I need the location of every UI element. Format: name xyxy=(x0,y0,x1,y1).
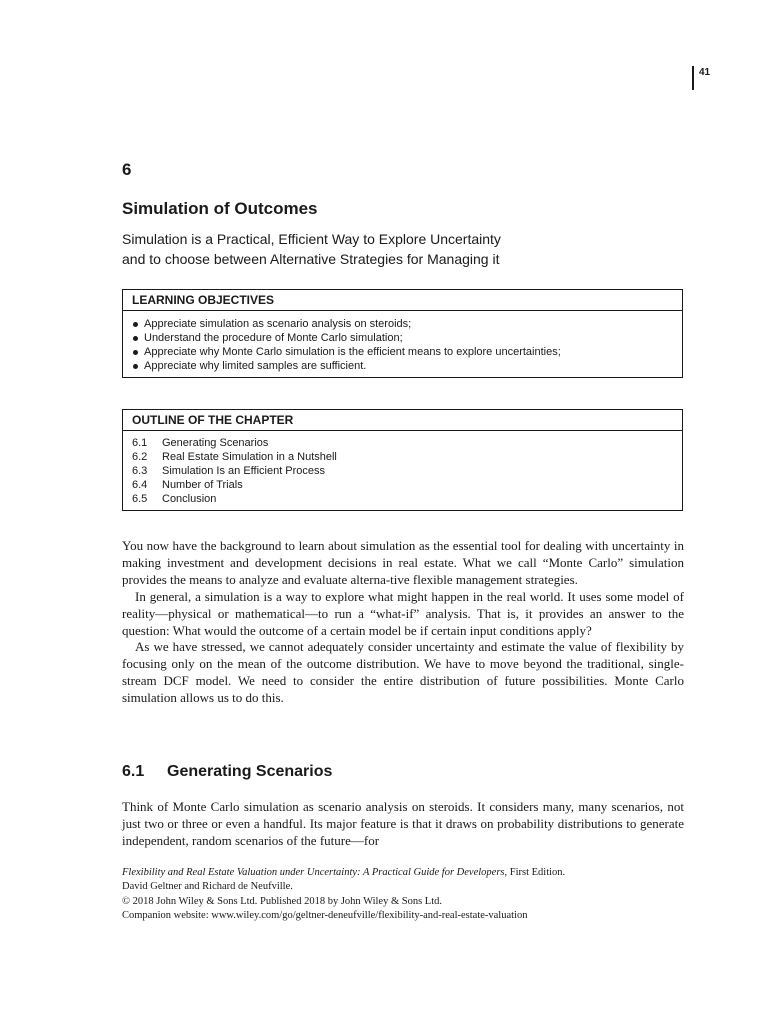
intro-text xyxy=(122,538,684,707)
outline-item xyxy=(132,492,673,506)
footer-book-title: Flexibility and Real Estate Valuation under Uncertainty: A Practical Guide for Developers xyxy=(122,867,505,878)
outline-item-title: Simulation Is an Efficient Process xyxy=(162,465,326,477)
chapter-title: Simulation of Outcomes xyxy=(122,199,318,218)
outline-item-title: Number of Trials xyxy=(162,479,243,491)
outline-item xyxy=(132,450,673,464)
section-title: Generating Scenarios xyxy=(167,763,333,780)
page-number: 41 xyxy=(699,67,711,78)
outline-item xyxy=(132,436,673,450)
footer-copyright: © 2018 John Wiley & Sons Ltd. Published 2018 by John Wiley & Sons Ltd. xyxy=(122,895,443,907)
footer-website: Companion website: www.wiley.com/go/geltner-deneufville/flexibility-and-real-estate-valuation xyxy=(122,909,528,921)
chapter-subtitle-line: and to choose between Alternative Strategies for Managing it xyxy=(122,251,500,267)
chapter-subtitle-line: Simulation is a Practical, Efficient Way to Explore Uncertainty xyxy=(122,231,501,247)
chapter-outline-box xyxy=(122,409,683,511)
outline-item-title: Real Estate Simulation in a Nutshell xyxy=(162,451,337,463)
section-number: 6.1 xyxy=(122,763,145,780)
outline-item-title: Generating Scenarios xyxy=(162,437,269,449)
body-paragraph: As we have stressed, we cannot adequately consider uncertainty and estimate the value of flexibility by focusing only on the mean of the outcome distribution. We have to move beyond the traditional, single-stream DCF model. We need to consider the entire distribution of future possibilities. Monte Carlo simulation allows us to do this. xyxy=(122,639,684,706)
outline-item-number: 6.4 xyxy=(132,479,148,491)
learning-objectives-list xyxy=(123,311,682,377)
section-text xyxy=(122,799,684,850)
chapter-outline-list xyxy=(123,431,682,510)
outline-item-title: Conclusion xyxy=(162,493,217,505)
body-paragraph: You now have the background to learn about simulation as the essential tool for dealing with uncertainty in making investment and development decisions in real estate. What we call “Monte Carlo” simulation provides the means to analyze and evaluate alterna-tive flexible management strategies. xyxy=(122,538,684,587)
outline-item-number: 6.3 xyxy=(132,465,148,477)
learning-objective-item: Understand the procedure of Monte Carlo simulation; xyxy=(132,331,673,345)
body-paragraph: In general, a simulation is a way to explore what might happen in the real world. It uses some model of reality—physical or mathematical—to run a “what-if” analysis. That is, it provides an answer to the question: What would the outcome of a certain model be if certain input conditions apply? xyxy=(122,588,684,638)
learning-objective-item: Appreciate simulation as scenario analysis on steroids; xyxy=(132,317,673,331)
chapter-number: 6 xyxy=(122,160,132,179)
footer-edition: , First Edition. xyxy=(504,867,566,878)
learning-objective-item: Appreciate why limited samples are sufficient. xyxy=(132,359,673,373)
outline-item-number: 6.5 xyxy=(132,493,148,505)
copyright-footer xyxy=(122,866,692,923)
learning-objectives-heading: LEARNING OBJECTIVES xyxy=(123,290,682,311)
body-paragraph: Think of Monte Carlo simulation as scenario analysis on steroids. It considers many, many scenarios, not just two or three or even a handful. Its major feature is that it draws on probability distributions to generate independent, random scenarios of the future—for xyxy=(122,799,684,848)
chapter-subtitle xyxy=(122,229,682,269)
outline-item xyxy=(132,464,673,478)
outline-item-number: 6.1 xyxy=(132,437,148,449)
learning-objectives-box xyxy=(122,289,683,378)
section-heading xyxy=(122,763,332,781)
outline-item xyxy=(132,478,673,492)
footer-authors: David Geltner and Richard de Neufville. xyxy=(122,881,293,893)
learning-objective-item: Appreciate why Monte Carlo simulation is the efficient means to explore uncertainties; xyxy=(132,345,673,359)
page-number-rule xyxy=(692,66,694,90)
outline-item-number: 6.2 xyxy=(132,451,148,463)
footer-citation xyxy=(122,866,692,880)
chapter-outline-heading: OUTLINE OF THE CHAPTER xyxy=(123,410,682,431)
